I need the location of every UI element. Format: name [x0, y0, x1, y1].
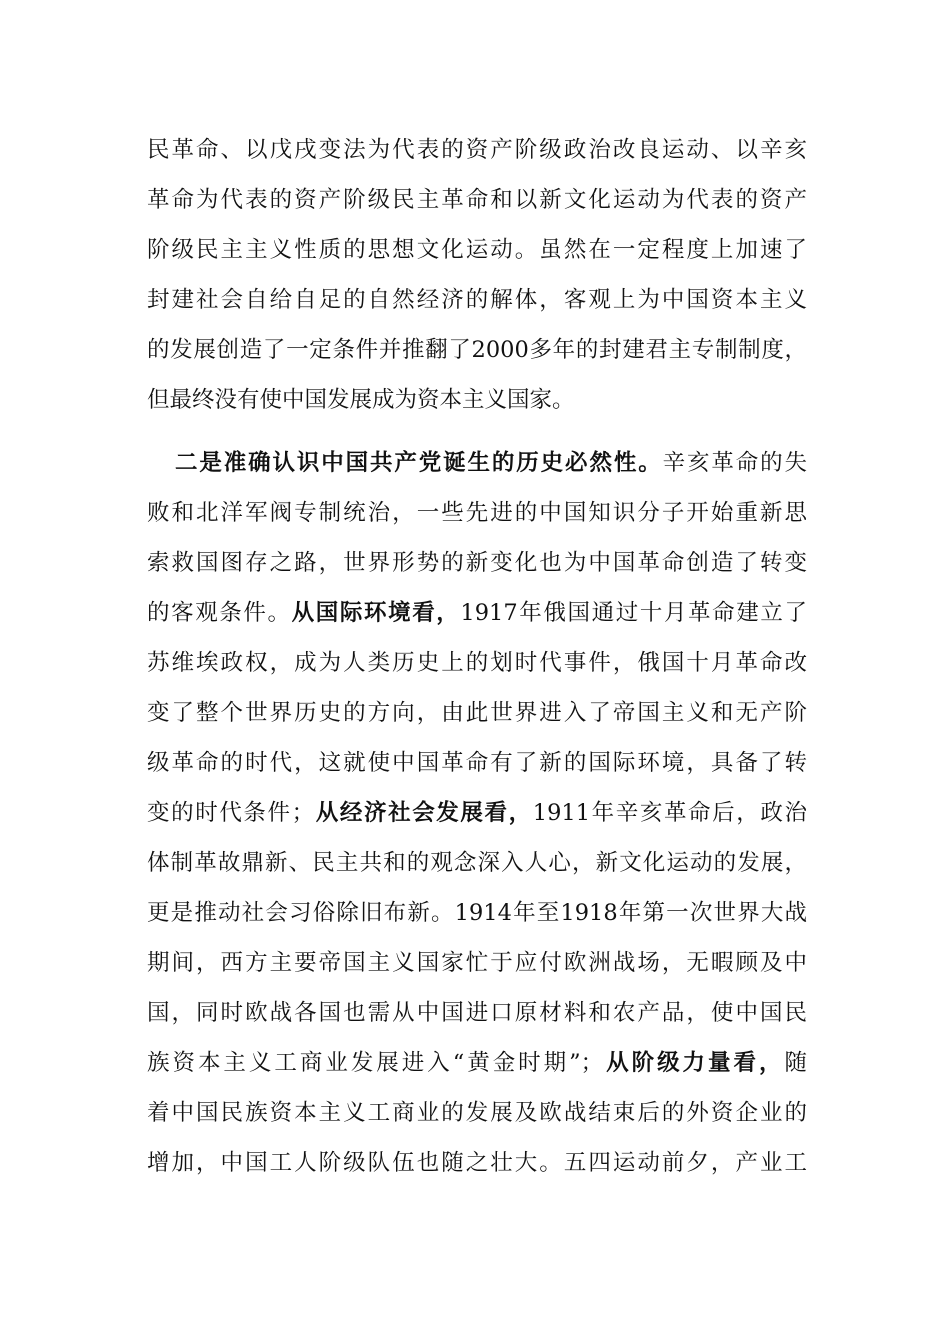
paragraph-line: 民革命、以戊戌变法为代表的资产阶级政治改良运动、以辛亥 [147, 137, 807, 163]
paragraph-text: 变的时代条件； [147, 800, 315, 826]
paragraph-line: 变了整个世界历史的方向，由此世界进入了帝国主义和无产阶 [147, 700, 807, 726]
paragraph-line: 革命为代表的资产阶级民主革命和以新文化运动为代表的资产 [147, 187, 807, 213]
subheading-class: 从阶级力量看， [603, 1050, 785, 1076]
paragraph-line: 国，同时欧战各国也需从中国进口原材料和农产品，使中国民 [147, 1000, 807, 1026]
paragraph-line: 着中国民族资本主义工商业的发展及欧战结束后的外资企业的 [147, 1100, 807, 1126]
paragraph-text: 族资本主义工商业发展进入“黄金时期”； [147, 1050, 604, 1076]
subheading-international: 从国际环境看， [291, 600, 461, 626]
subheading-economy: 从经济社会发展看， [314, 800, 533, 826]
paragraph-line: 级革命的时代，这就使中国革命有了新的国际环境，具备了转 [147, 750, 807, 776]
paragraph-line: 但最终没有使中国发展成为资本主义国家。 [147, 387, 575, 413]
paragraph-line: 苏维埃政权，成为人类历史上的划时代事件，俄国十月革命改 [147, 650, 807, 676]
paragraph-line [147, 598, 807, 628]
paragraph-line [147, 798, 807, 828]
paragraph-line: 期间，西方主要帝国主义国家忙于应付欧洲战场，无暇顾及中 [147, 950, 807, 976]
paragraph-line: 的发展创造了一定条件并推翻了2000多年的封建君主专制制度， [147, 337, 807, 363]
paragraph-heading: 二是准确认识中国共产党诞生的历史必然性。 [175, 450, 663, 476]
paragraph-text: 辛亥革命的失 [662, 450, 807, 476]
paragraph-line: 阶级民主主义性质的思想文化运动。虽然在一定程度上加速了 [147, 237, 807, 263]
paragraph-line: 索救国图存之路，世界形势的新变化也为中国革命创造了转变 [147, 550, 807, 576]
paragraph-line: 体制革故鼎新、民主共和的观念深入人心，新文化运动的发展， [147, 850, 807, 876]
paragraph-line: 更是推动社会习俗除旧布新。1914年至1918年第一次世界大战 [147, 900, 807, 926]
paragraph-line [175, 448, 807, 478]
paragraph-line: 封建社会自给自足的自然经济的解体，客观上为中国资本主义 [147, 287, 807, 313]
paragraph-text: 的客观条件。 [147, 600, 292, 626]
paragraph-text: 随 [784, 1050, 807, 1076]
paragraph-line: 增加，中国工人阶级队伍也随之壮大。五四运动前夕，产业工 [147, 1150, 807, 1176]
paragraph-line [147, 1048, 807, 1078]
paragraph-text: 1917年俄国通过十月革命建立了 [460, 600, 807, 626]
paragraph-line: 败和北洋军阀专制统治，一些先进的中国知识分子开始重新思 [147, 500, 807, 526]
paragraph-text: 1911年辛亥革命后，政治 [532, 800, 807, 826]
